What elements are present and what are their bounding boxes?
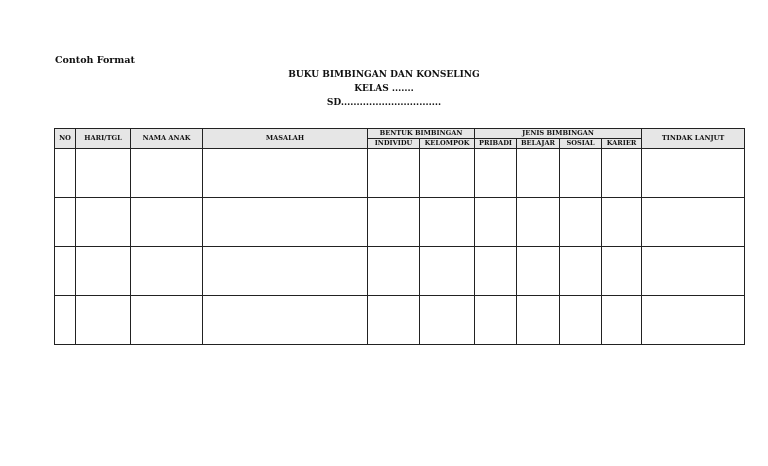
document-title: BUKU BIMBINGAN DAN KONSELING <box>288 70 480 80</box>
table-row <box>55 149 745 198</box>
table-cell <box>420 247 475 296</box>
table-cell <box>642 149 745 198</box>
table-cell <box>203 149 368 198</box>
table-row <box>55 296 745 345</box>
table-cell <box>76 149 131 198</box>
table-cell <box>76 296 131 345</box>
header-guidance-form: BENTUK BIMBINGAN <box>368 129 475 139</box>
table-cell <box>131 247 203 296</box>
table-cell <box>420 296 475 345</box>
table-cell <box>642 296 745 345</box>
table-cell <box>602 149 642 198</box>
table-cell <box>368 149 420 198</box>
header-guidance-type: JENIS BIMBINGAN <box>475 129 642 139</box>
table-cell <box>55 247 76 296</box>
table-cell <box>560 296 602 345</box>
table-cell <box>560 247 602 296</box>
table-row <box>55 198 745 247</box>
table-cell <box>517 198 560 247</box>
table-cell <box>517 149 560 198</box>
table-cell <box>131 296 203 345</box>
header-child-name: NAMA ANAK <box>131 129 203 149</box>
table-cell <box>203 296 368 345</box>
school-line: SD................................ <box>326 98 442 108</box>
guidance-table <box>54 128 745 345</box>
table-cell <box>76 198 131 247</box>
table-cell <box>368 198 420 247</box>
subheader-career: KARIER <box>602 139 642 149</box>
header-follow-up: TINDAK LANJUT <box>642 129 745 149</box>
table-cell <box>76 247 131 296</box>
table-cell <box>475 198 517 247</box>
table-body <box>55 149 745 345</box>
format-label: Contoh Format <box>55 55 135 66</box>
table-cell <box>517 296 560 345</box>
table-cell <box>55 296 76 345</box>
table-cell <box>131 198 203 247</box>
class-line: KELAS ....... <box>354 84 414 94</box>
table-cell <box>203 198 368 247</box>
table-cell <box>55 198 76 247</box>
table-cell <box>475 149 517 198</box>
subheader-personal: PRIBADI <box>475 139 517 149</box>
header-no: NO <box>55 129 76 149</box>
table-cell <box>420 198 475 247</box>
header-date: HARI/TGL <box>76 129 131 149</box>
table-cell <box>475 296 517 345</box>
table-cell <box>368 296 420 345</box>
table-cell <box>131 149 203 198</box>
table-cell <box>55 149 76 198</box>
table-cell <box>602 247 642 296</box>
table-cell <box>420 149 475 198</box>
table-cell <box>517 247 560 296</box>
table-cell <box>642 247 745 296</box>
table-cell <box>602 198 642 247</box>
subheader-social: SOSIAL <box>560 139 602 149</box>
table-cell <box>642 198 745 247</box>
table-cell <box>602 296 642 345</box>
subheader-group: KELOMPOK <box>420 139 475 149</box>
table-row <box>55 247 745 296</box>
subheader-learning: BELAJAR <box>517 139 560 149</box>
table-cell <box>203 247 368 296</box>
subheader-individual: INDIVIDU <box>368 139 420 149</box>
table-cell <box>475 247 517 296</box>
table-cell <box>560 149 602 198</box>
header-problem: MASALAH <box>203 129 368 149</box>
table-cell <box>368 247 420 296</box>
table-cell <box>560 198 602 247</box>
